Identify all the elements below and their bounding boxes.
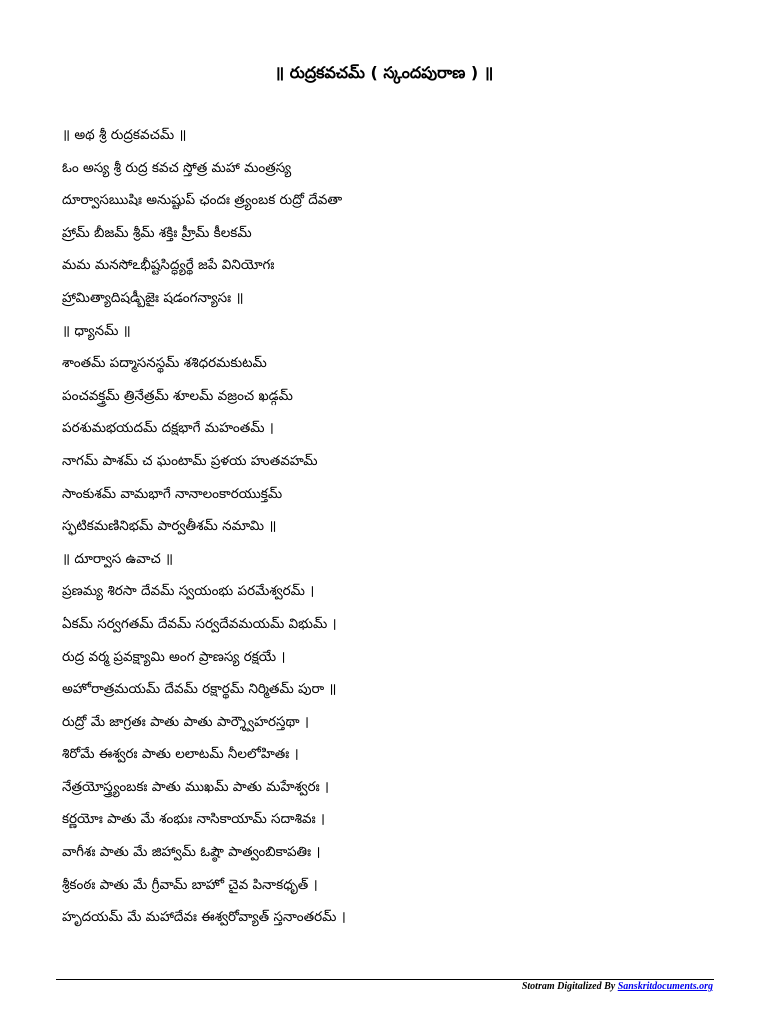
verse-line: రుద్ర వర్మ ప్రవక్ష్యామి అంగ ప్రాణస్య రక్షయే । xyxy=(62,648,286,665)
verse-line: హ్రామ్ బీజమ్ శ్రీమ్ శక్తిః హ్రీమ్ కీలకమ్ xyxy=(62,224,252,241)
verse-line: ప్రణమ్య శిరసా దేవమ్ స్వయంభు పరమేశ్వరమ్ । xyxy=(62,583,315,600)
verse-line: కర్ణయోః పాతు మే శంభుః నాసికాయామ్ సదాశివః । xyxy=(62,811,325,828)
verse-line: ఓం అస్య శ్రీ రుద్ర కవచ స్తోత్ర మహా మంత్రస్య xyxy=(62,159,292,176)
verse-line: మమ మనసోఽభీష్టసిద్ధ్యర్థే జపే వినియోగః xyxy=(62,257,275,274)
verse-line: ॥ దూర్వాస ఉవాచ ॥ xyxy=(62,550,174,567)
verse-line: రుద్రో మే జాగ్రతః పాతు పాతు పార్శ్వౌహరస్తథా । xyxy=(62,713,309,730)
page-title: ॥ రుద్రకవచమ్ ( స్కందపురాణ ) ॥ xyxy=(274,63,494,82)
footer-credit xyxy=(522,981,713,992)
verse-line: అహోరాత్రమయమ్ దేవమ్ రక్షార్థమ్ నిర్మితమ్ పురా ॥ xyxy=(62,681,337,698)
footer-link[interactable]: Sanskritdocuments.org xyxy=(617,981,713,992)
verse-line: హృదయమ్ మే మహాదేవః ఈశ్వరోవ్యాత్ స్తనాంతరమ్ । xyxy=(62,909,346,926)
verse-line: శాంతమ్ పద్మాసనస్థమ్ శశిధరమకుటమ్ xyxy=(62,355,267,372)
footer-divider xyxy=(56,979,714,980)
verse-line: ॥ అథ శ్రీ రుద్రకవచమ్ ॥ xyxy=(62,127,187,143)
verse-line: దూర్వాసఋషిః అనుష్టుప్ ఛందః త్ర్యంబక రుద్రో దేవతా xyxy=(62,192,343,209)
verse-line: పంచవక్త్రమ్ త్రినేత్రమ్ శూలమ్ వజ్రంచ ఖడ్గమ్ xyxy=(62,387,293,404)
verse-line: శిరోమే ఈశ్వరః పాతు లలాటమ్ నీలలోహితః । xyxy=(62,746,299,763)
verse-line: ఏకమ్ సర్వగతమ్ దేవమ్ సర్వదేవమయమ్ విభుమ్ । xyxy=(62,615,337,632)
verse-line: వాగీశః పాతు మే జిహ్వామ్ ఓష్ఠౌ పాత్వంబికాపతిః । xyxy=(62,844,321,861)
verse-line: ॥ ధ్యానమ్ ॥ xyxy=(62,322,131,339)
verse-line: హ్రామిత్యాదిషడ్బీజైః షడంగన్యాసః ॥ xyxy=(62,289,244,306)
verse-block xyxy=(62,124,722,939)
verse-line: స్ఫటికమణినిభమ్ పార్వతీశమ్ నమామి ॥ xyxy=(62,518,277,535)
verse-line: శ్రీకంఠః పాతు మే గ్రీవామ్ బాహో చైవ పినాకధృత్ । xyxy=(62,876,318,893)
verse-line: నేత్రయోస్త్ర్యంబకః పాతు ముఖమ్ పాతు మహేశ్వరః । xyxy=(62,778,329,795)
footer-prefix: Stotram Digitalized By xyxy=(521,981,618,992)
verse-line: నాగమ్ పాశమ్ చ ఘంటామ్ ప్రళయ హుతవహమ్ xyxy=(62,452,318,469)
verse-line: సాంకుశమ్ వామభాగే నానాలంకారయుక్తమ్ xyxy=(62,485,283,502)
verse-line: పరశుమభయదమ్ దక్షభాగే మహంతమ్ । xyxy=(62,420,274,437)
